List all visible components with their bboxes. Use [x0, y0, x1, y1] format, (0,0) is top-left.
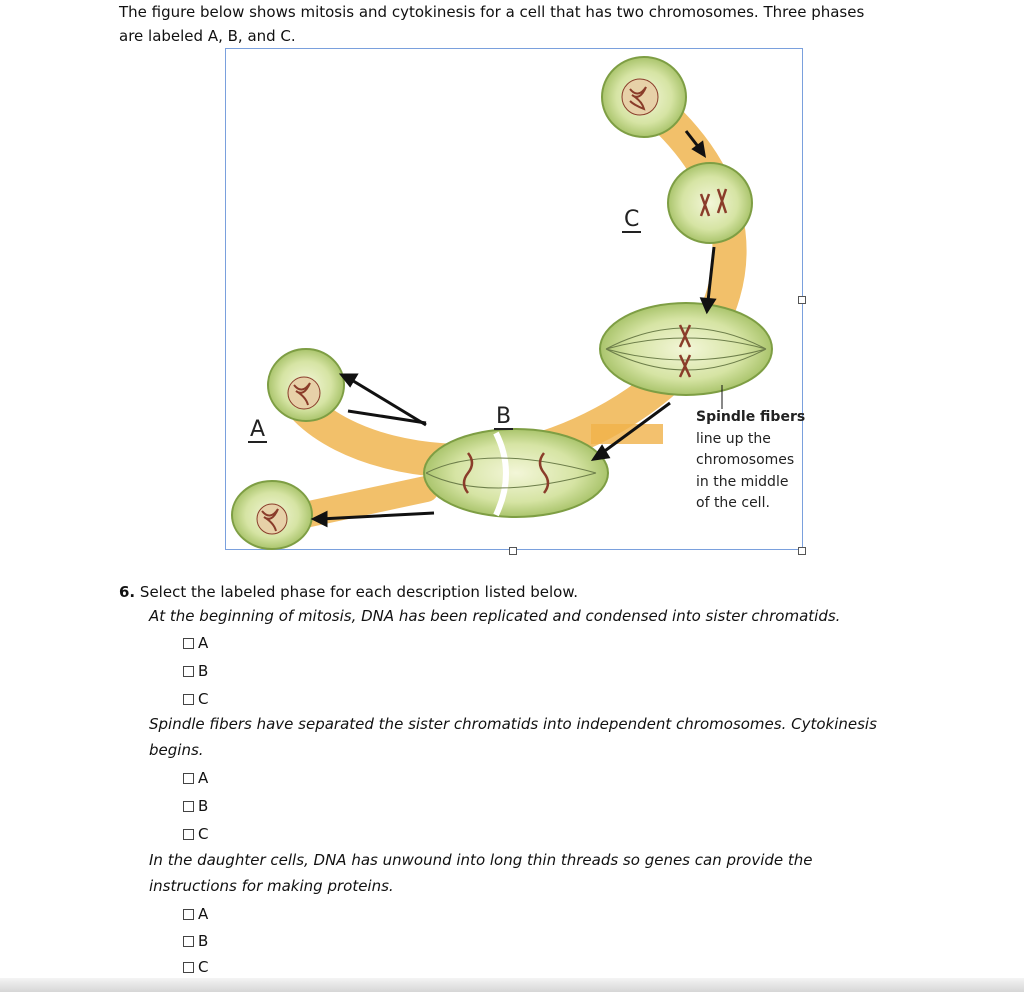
label-b: B	[496, 404, 512, 429]
label-c: C	[624, 207, 640, 232]
option-2-c[interactable]: C	[183, 824, 208, 844]
option-2-a[interactable]: A	[183, 768, 208, 788]
note-line-3: in the middle	[696, 473, 789, 490]
label-a: A	[250, 417, 266, 442]
checkbox[interactable]	[183, 936, 194, 947]
prompt-3-line-1: In the daughter cells, DNA has unwound into long thin threads so genes can provide the	[149, 851, 813, 869]
option-2-b[interactable]: B	[183, 796, 208, 816]
option-3-c[interactable]: C	[183, 957, 208, 977]
option-3-b[interactable]: B	[183, 931, 208, 951]
mitosis-figure[interactable]	[225, 48, 806, 550]
checkbox[interactable]	[183, 909, 194, 920]
resize-handle-bottom[interactable]	[509, 547, 517, 555]
intro-line-2: are labeled A, B, and C.	[119, 27, 296, 45]
checkbox[interactable]	[183, 962, 194, 973]
option-1-b[interactable]: B	[183, 661, 208, 681]
bottom-scroll-bar[interactable]	[0, 978, 1024, 992]
prompt-2-line-2: begins.	[149, 741, 204, 759]
checkbox[interactable]	[183, 666, 194, 677]
cell-phase-a-upper	[268, 349, 344, 421]
checkbox[interactable]	[183, 638, 194, 649]
question-number: 6.	[119, 583, 136, 601]
question-text: Select the labeled phase for each description listed below.	[139, 583, 578, 601]
question-title	[119, 581, 578, 603]
spindle-fibers-note	[696, 407, 806, 515]
note-line-1: line up the	[696, 430, 771, 447]
prompt-1: At the beginning of mitosis, DNA has been replicated and condensed into sister chromatids.	[149, 607, 841, 625]
checkbox[interactable]	[183, 801, 194, 812]
option-1-a[interactable]: A	[183, 633, 208, 653]
prompt-3-line-2: instructions for making proteins.	[149, 877, 394, 895]
resize-handle-corner[interactable]	[798, 547, 806, 555]
prompt-2-line-1: Spindle fibers have separated the sister chromatids into independent chromosomes. Cytokinesis	[149, 715, 877, 733]
cell-interphase	[602, 57, 686, 137]
cell-phase-c	[668, 163, 752, 243]
option-3-a[interactable]: A	[183, 904, 208, 924]
cell-phase-b	[424, 429, 608, 517]
intro-line-1: The figure below shows mitosis and cytokinesis for a cell that has two chromosomes. Three phases	[119, 3, 865, 21]
cell-metaphase	[600, 303, 772, 395]
intro-text	[119, 0, 919, 48]
checkbox[interactable]	[183, 829, 194, 840]
cycle-arc	[306, 109, 730, 461]
checkbox[interactable]	[183, 773, 194, 784]
prompt-3	[149, 847, 909, 899]
note-bold: Spindle fibers	[696, 409, 806, 425]
cell-phase-a-lower	[232, 481, 312, 549]
note-line-4: of the cell.	[696, 495, 770, 511]
prompt-2	[149, 711, 909, 763]
resize-handle-right[interactable]	[798, 296, 806, 304]
note-line-2: chromosomes	[696, 452, 795, 468]
checkbox[interactable]	[183, 694, 194, 705]
option-1-c[interactable]: C	[183, 689, 208, 709]
